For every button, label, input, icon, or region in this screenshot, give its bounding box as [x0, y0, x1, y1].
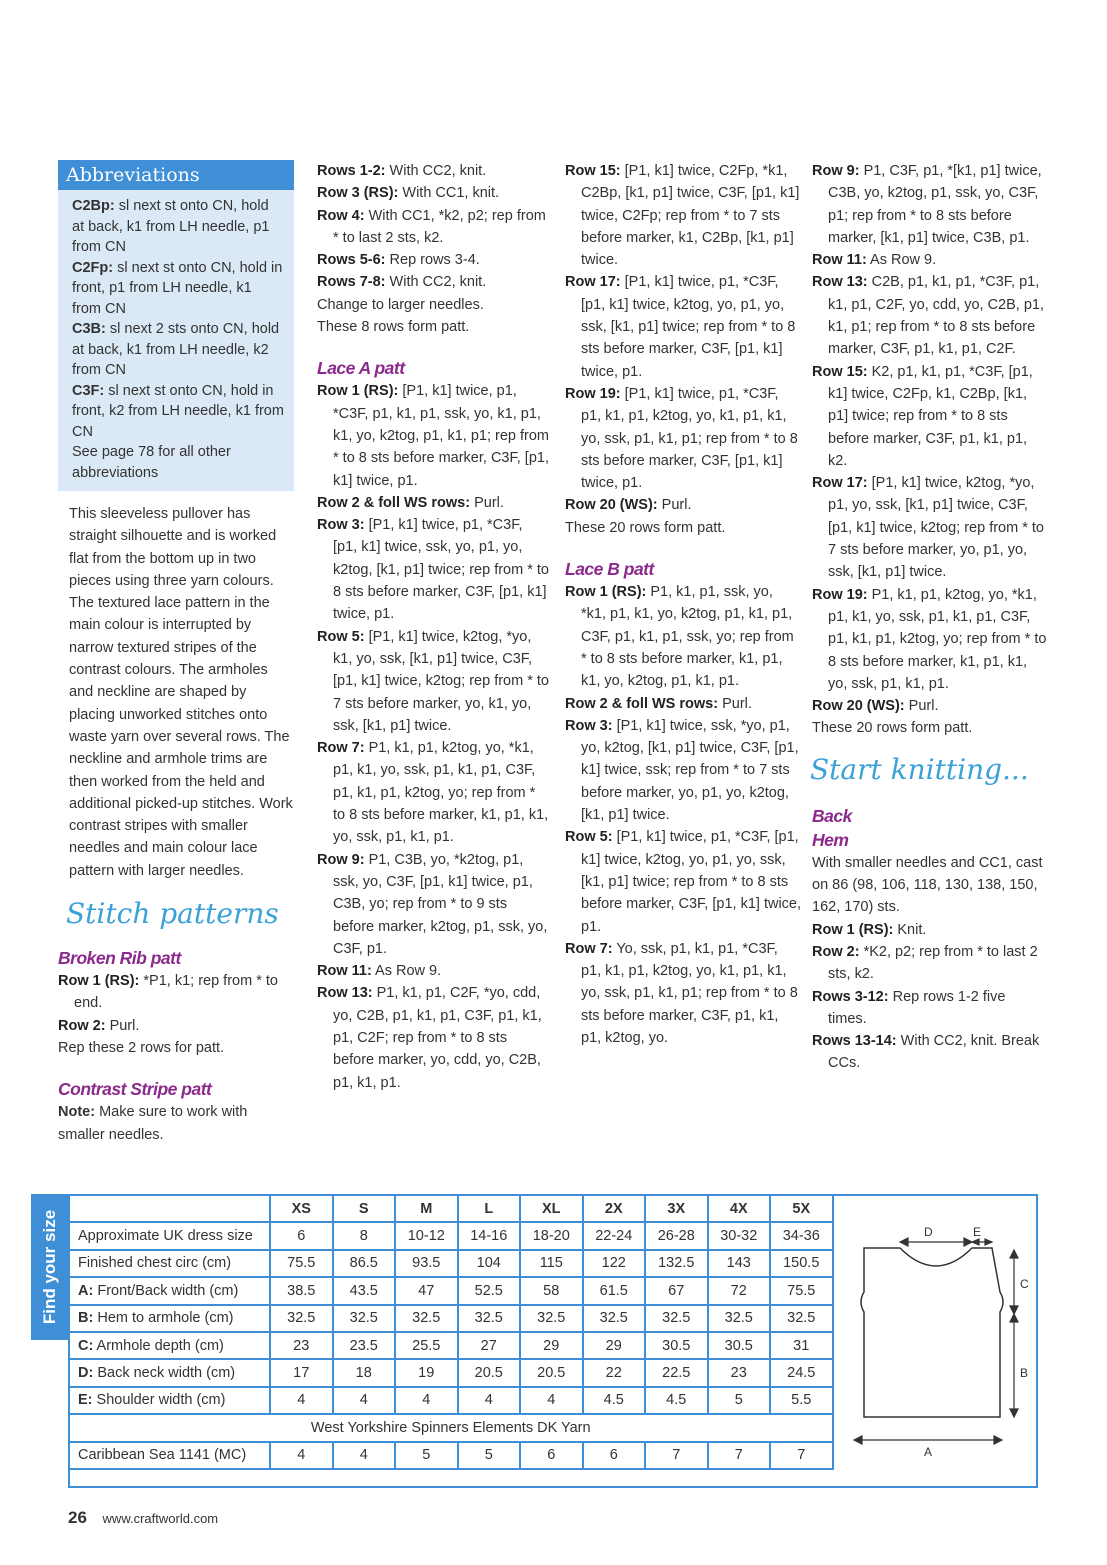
- yarn-cell: 4: [333, 1442, 396, 1469]
- lace-a-rows: [317, 380, 549, 1094]
- size-cell: 30.5: [708, 1332, 771, 1359]
- size-cell: 32.5: [645, 1305, 708, 1332]
- size-cell: 23: [270, 1332, 333, 1359]
- size-cell: 4: [395, 1387, 458, 1414]
- size-cell: 4.5: [583, 1387, 646, 1414]
- size-row-label: Approximate UK dress size: [69, 1222, 270, 1249]
- size-cell: 72: [708, 1277, 771, 1304]
- size-cell: 4.5: [645, 1387, 708, 1414]
- size-header: 4X: [708, 1195, 771, 1222]
- page-number: 26: [68, 1508, 87, 1527]
- size-cell: 4: [333, 1387, 396, 1414]
- yarn-cell: 7: [645, 1442, 708, 1469]
- pattern-row: Row 5: [P1, k1] twice, p1, *C3F, [p1, k1] twice, k2tog, yo, p1, yo, ssk, [k1, p1] twice; rep from * to 8 sts before marker, C3F, [p1, k1] twice, p1.: [565, 829, 802, 935]
- pattern-row: Rows 1-2: With CC2, knit.: [317, 163, 487, 179]
- size-cell: 132.5: [645, 1250, 708, 1277]
- size-cell: 4: [270, 1387, 333, 1414]
- size-row: [69, 1250, 833, 1277]
- size-cell: 32.5: [395, 1305, 458, 1332]
- pattern-row: Change to larger needles.: [317, 296, 484, 313]
- size-cell: 30.5: [645, 1332, 708, 1359]
- size-cell: 23: [708, 1359, 771, 1386]
- broken-rib-rows: [58, 970, 294, 1059]
- pattern-row: These 20 rows form patt.: [565, 519, 726, 536]
- size-row: [69, 1387, 833, 1414]
- pattern-row: Row 17: [P1, k1] twice, k2tog, *yo, p1, yo, ssk, [k1, p1] twice, C3F, [p1, k1] twice, k2tog; rep from * to 7 sts before marker, yo, p1, yo, ssk, [k1, p1] twice.: [812, 475, 1044, 581]
- pattern-row: Row 15: [P1, k1] twice, C2Fp, *k1, C2Bp, [k1, p1] twice, C3F, [p1, k1] twice, C2Fp; rep from * to 7 sts before marker, k1, C2Bp, [k1, p1] twice.: [565, 163, 800, 269]
- size-row: [69, 1222, 833, 1249]
- diagram-label-b: B: [1020, 1366, 1029, 1380]
- pattern-row: Row 19: [P1, k1] twice, p1, *C3F, p1, k1, p1, k2tog, yo, k1, p1, k1, yo, ssk, p1, k1, p1; rep from * to 8 sts before marker, C3F, [p1, k1] twice, p1.: [565, 385, 798, 492]
- pattern-row: Row 1 (RS): P1, k1, p1, ssk, yo, *k1, p1, k1, yo, k2tog, p1, k1, p1, C3F, p1, k1, p1, ssk, yo; rep from * to 8 sts before marker, k1, p1, k1, yo, k2tog, p1, k1, p1.: [565, 584, 794, 690]
- pattern-row: Row 3: [P1, k1] twice, ssk, *yo, p1, yo, k2tog, [k1, p1] twice, C3F, [p1, k1] twice, ssk; rep from * to 7 sts before marker, yo, p1, yo, k2tog, [k1, p1] twice.: [565, 717, 799, 824]
- size-cell: 23.5: [333, 1332, 396, 1359]
- size-cell: 115: [520, 1250, 583, 1277]
- size-header: M: [395, 1195, 458, 1222]
- size-cell: 5.5: [770, 1387, 833, 1414]
- hem-heading: Hem: [812, 829, 849, 850]
- abbreviation-entry: C2Bp: sl next st onto CN, hold at back, k1 from LH needle, p1 from CN: [72, 198, 270, 255]
- yarn-row-label: Caribbean Sea 1141 (MC): [69, 1442, 270, 1469]
- find-your-size-tab: Find your size: [31, 1194, 68, 1340]
- size-header: L: [458, 1195, 521, 1222]
- garment-schematic: [842, 1212, 1032, 1462]
- size-cell: 75.5: [770, 1277, 833, 1304]
- yarn-cell: 5: [395, 1442, 458, 1469]
- pattern-row: Row 4: With CC1, *k2, p2; rep from * to last 2 sts, k2.: [317, 207, 546, 246]
- lace-a-heading: Lace A patt: [317, 358, 405, 379]
- size-cell: 32.5: [458, 1305, 521, 1332]
- size-cell: 32.5: [583, 1305, 646, 1332]
- size-cell: 24.5: [770, 1359, 833, 1386]
- lace-b-rows: [565, 581, 801, 1049]
- size-row-label: Finished chest circ (cm): [69, 1250, 270, 1277]
- pattern-row: Row 11: As Row 9.: [317, 963, 442, 980]
- size-cell: 67: [645, 1277, 708, 1304]
- yarn-row: [69, 1442, 833, 1469]
- size-row-label: C: Armhole depth (cm): [69, 1332, 270, 1359]
- size-cell: 150.5: [770, 1250, 833, 1277]
- pattern-row: Row 17: [P1, k1] twice, p1, *C3F, [p1, k1] twice, k2tog, yo, p1, yo, ssk, [k1, p1] twice; rep from * to 8 sts before marker, C3F, [p1, k1] twice, p1.: [565, 274, 796, 380]
- pattern-row: Row 13: P1, k1, p1, C2F, *yo, cdd, yo, C2B, p1, k1, p1, C3F, p1, k1, p1, C2F; rep from * to 8 sts before marker, yo, cdd, yo, C2B, p1, k1, p1.: [317, 985, 542, 1091]
- size-cell: 19: [395, 1359, 458, 1386]
- size-cell: 43.5: [333, 1277, 396, 1304]
- pattern-row: Row 13: C2B, p1, k1, p1, *C3F, p1, k1, p1, C2F, yo, cdd, yo, C2B, p1, k1, p1; rep from * to 8 sts before marker, C3F, p1, k1, p1, C2F.: [812, 274, 1044, 358]
- lace-a-rows-continued: [565, 160, 801, 539]
- size-cell: 26-28: [645, 1222, 708, 1249]
- pattern-row: Row 2 & foll WS rows: Purl.: [565, 695, 752, 712]
- size-row: [69, 1305, 833, 1332]
- abbreviation-entry: C2Fp: sl next st onto CN, hold in front, p1 from LH needle, k1 from CN: [72, 259, 283, 317]
- column-3: [565, 160, 801, 1049]
- pattern-row: Rows 13-14: With CC2, knit. Break CCs.: [812, 1033, 1040, 1072]
- size-cell: 20.5: [458, 1359, 521, 1386]
- size-cell: 61.5: [583, 1277, 646, 1304]
- diagram-label-e: E: [973, 1225, 982, 1239]
- size-cell: 38.5: [270, 1277, 333, 1304]
- size-cell: 14-16: [458, 1222, 521, 1249]
- diagram-label-a: A: [924, 1445, 933, 1459]
- pattern-row: Row 5: [P1, k1] twice, k2tog, *yo, k1, yo, ssk, [k1, p1] twice, C3F, [p1, k1] twice, k2tog; rep from * to 7 sts before marker, yo, k1, yo, ssk, [k1, p1] twice.: [317, 628, 549, 734]
- size-cell: 27: [458, 1332, 521, 1359]
- size-cell: 93.5: [395, 1250, 458, 1277]
- yarn-cell: 6: [583, 1442, 646, 1469]
- yarn-cell: 5: [458, 1442, 521, 1469]
- size-table: [68, 1194, 834, 1470]
- size-cell: 18-20: [520, 1222, 583, 1249]
- yarn-cell: 7: [770, 1442, 833, 1469]
- size-cell: 22.5: [645, 1359, 708, 1386]
- size-cell: 104: [458, 1250, 521, 1277]
- back-heading: Back: [812, 805, 852, 826]
- pattern-row: Row 1 (RS): Knit.: [812, 921, 927, 938]
- yarn-header: West Yorkshire Spinners Elements DK Yarn: [69, 1414, 833, 1441]
- size-cell: 30-32: [708, 1222, 771, 1249]
- size-cell: 6: [270, 1222, 333, 1249]
- yarn-cell: 4: [270, 1442, 333, 1469]
- size-row-label: D: Back neck width (cm): [69, 1359, 270, 1386]
- pattern-row: Row 7: P1, k1, p1, k2tog, yo, *k1, p1, k1, yo, ssk, p1, k1, p1, C3F, p1, k1, p1, k2tog, yo; rep from * to 8 sts before marker, k1, p1, k1, yo, ssk, p1, k1, p1.: [317, 740, 549, 846]
- size-cell: 4: [458, 1387, 521, 1414]
- pattern-row: Row 11: As Row 9.: [812, 252, 937, 269]
- broken-rib-heading: Broken Rib patt: [58, 948, 181, 969]
- pattern-row: These 8 rows form patt.: [317, 319, 470, 336]
- size-cell: 17: [270, 1359, 333, 1386]
- yarn-cell: 6: [520, 1442, 583, 1469]
- lace-b-heading: Lace B patt: [565, 559, 654, 580]
- footer-url: www.craftworld.com: [102, 1511, 219, 1526]
- size-header: 2X: [583, 1195, 646, 1222]
- contrast-stripe-rows: [317, 160, 549, 338]
- pattern-row: Rows 7-8: With CC2, knit.: [317, 274, 487, 291]
- size-cell: 32.5: [708, 1305, 771, 1332]
- yarn-header-row: [69, 1414, 833, 1441]
- pattern-row: Row 20 (WS): Purl.: [812, 698, 939, 715]
- pattern-row: Row 15: K2, p1, k1, p1, *C3F, [p1, k1] twice, C2Fp, k1, C2Bp, [k1, p1] twice; rep from * to 8 sts before marker, C3F, p1, k1, p1, k2.: [812, 363, 1033, 469]
- pattern-row: Row 1 (RS): [P1, k1] twice, p1, *C3F, p1, k1, p1, ssk, yo, k1, p1, k1, yo, k2tog, p1, k1, p1; rep from * to 8 sts before marker, C3F, [p1, k1] twice, p1.: [317, 383, 549, 489]
- pattern-row: These 20 rows form patt.: [812, 720, 973, 737]
- size-cell: 5: [708, 1387, 771, 1414]
- pattern-row: Row 3: [P1, k1] twice, p1, *C3F, [p1, k1] twice, ssk, yo, p1, yo, k2tog, [k1, p1] twice; rep from * to 8 sts before marker, C3F, [p1, k1] twice, p1.: [317, 517, 549, 623]
- size-cell: 4: [520, 1387, 583, 1414]
- size-cell: 20.5: [520, 1359, 583, 1386]
- back-intro: With smaller needles and CC1, cast on 86 (98, 106, 118, 130, 138, 150, 162, 170) sts.: [812, 854, 1043, 916]
- abbreviations-list: [58, 190, 294, 483]
- pattern-row: Row 9: P1, C3B, yo, *k2tog, p1, ssk, yo, C3F, [p1, k1] twice, p1, C3B, yo; rep from * to 9 sts before marker, k2tog, p1, ssk, yo, C3F, p1.: [317, 851, 548, 957]
- column-4: [812, 160, 1048, 1075]
- pattern-row: Row 9: P1, C3F, p1, *[k1, p1] twice, C3B, yo, k2tog, p1, ssk, yo, C3F, p1; rep from * to 8 sts before marker, [k1, p1] twice, C3B, p1.: [812, 163, 1042, 246]
- size-cell: 32.5: [520, 1305, 583, 1332]
- yarn-cell: 7: [708, 1442, 771, 1469]
- size-cell: 122: [583, 1250, 646, 1277]
- size-cell: 25.5: [395, 1332, 458, 1359]
- pattern-row: Rows 5-6: Rep rows 3-4.: [317, 252, 480, 269]
- intro-paragraph: This sleeveless pullover has straight silhouette and is worked flat from the bottom up in two pieces using three yarn colours. The textured lace pattern in the main colour is interrupted by narrow textured stripes of the contrast colours. The armholes and neckline are shaped by placing unworked stitches onto waste yarn over several rows. The neckline and armhole trims are then worked from the held and additional picked-up stitches. Work contrast stripes with smaller needles and main colour lace pattern with larger needles.: [69, 506, 293, 879]
- abbreviation-note: See page 78 for all other abbreviations: [72, 444, 231, 481]
- pattern-row: Row 20 (WS): Purl.: [565, 497, 692, 514]
- size-cell: 22: [583, 1359, 646, 1386]
- lace-b-rows-continued: [812, 160, 1048, 740]
- size-cell: 32.5: [270, 1305, 333, 1332]
- size-cell: 29: [583, 1332, 646, 1359]
- size-header: XL: [520, 1195, 583, 1222]
- size-cell: 75.5: [270, 1250, 333, 1277]
- size-header: XS: [270, 1195, 333, 1222]
- size-row: [69, 1359, 833, 1386]
- size-header-row: [69, 1195, 833, 1222]
- abbreviation-entry: C3B: sl next 2 sts onto CN, hold at back, k1 from LH needle, k2 from CN: [72, 321, 280, 378]
- back-rows: [812, 919, 1048, 1075]
- column-2: [317, 160, 549, 1094]
- start-knitting-heading: Start knitting...: [810, 752, 1029, 786]
- pattern-row: Rep these 2 rows for patt.: [58, 1039, 225, 1056]
- footer: [68, 1508, 218, 1528]
- diagram-label-c: C: [1020, 1277, 1029, 1291]
- size-cell: 52.5: [458, 1277, 521, 1304]
- abbreviation-entry: C3F: sl next st onto CN, hold in front, k2 from LH needle, k1 from CN: [72, 382, 284, 440]
- size-cell: 32.5: [770, 1305, 833, 1332]
- abbreviations-heading: Abbreviations: [58, 160, 294, 190]
- size-row: [69, 1332, 833, 1359]
- size-row-label: B: Hem to armhole (cm): [69, 1305, 270, 1332]
- abbreviations-box: [58, 160, 294, 491]
- size-cell: 86.5: [333, 1250, 396, 1277]
- size-cell: 34-36: [770, 1222, 833, 1249]
- size-cell: 58: [520, 1277, 583, 1304]
- pattern-row: Row 3 (RS): With CC1, knit.: [317, 185, 500, 202]
- column-1: [58, 160, 294, 1146]
- size-cell: 10-12: [395, 1222, 458, 1249]
- size-cell: 8: [333, 1222, 396, 1249]
- size-cell: 143: [708, 1250, 771, 1277]
- size-header: 5X: [770, 1195, 833, 1222]
- size-cell: 22-24: [583, 1222, 646, 1249]
- size-cell: 32.5: [333, 1305, 396, 1332]
- pattern-row: Row 2: Purl.: [58, 1017, 140, 1034]
- pattern-row: Row 7: Yo, ssk, p1, k1, p1, *C3F, p1, k1, p1, k2tog, yo, k1, p1, k1, yo, ssk, p1, k1, p1; rep from * to 8 sts before marker, C3F, p1, k1, p1, k2tog, yo.: [565, 940, 798, 1046]
- pattern-row: Row 19: P1, k1, p1, k2tog, yo, *k1, p1, k1, yo, ssk, p1, k1, p1, C3F, p1, k1, p1, k2tog, yo; rep from * to 8 sts before marker, k1, p1, k1, yo, ssk, p1, k1, p1.: [812, 586, 1047, 692]
- contrast-stripe-note: Note: Make sure to work with smaller needles.: [58, 1104, 248, 1143]
- diagram-label-d: D: [924, 1225, 933, 1239]
- stitch-patterns-heading: Stitch patterns: [66, 897, 279, 931]
- size-row-label: A: Front/Back width (cm): [69, 1277, 270, 1304]
- size-header: S: [333, 1195, 396, 1222]
- size-cell: 18: [333, 1359, 396, 1386]
- size-row: [69, 1277, 833, 1304]
- pattern-row: Row 2 & foll WS rows: Purl.: [317, 494, 504, 511]
- contrast-stripe-heading: Contrast Stripe patt: [58, 1079, 212, 1100]
- pattern-row: Row 2: *K2, p2; rep from * to last 2 sts, k2.: [812, 943, 1038, 983]
- size-header: 3X: [645, 1195, 708, 1222]
- size-row-label: E: Shoulder width (cm): [69, 1387, 270, 1414]
- size-cell: 31: [770, 1332, 833, 1359]
- pattern-row: Row 1 (RS): *P1, k1; rep from * to end.: [58, 973, 278, 1012]
- size-cell: 47: [395, 1277, 458, 1304]
- pattern-row: Rows 3-12: Rep rows 1-2 five times.: [812, 988, 1006, 1027]
- size-cell: 29: [520, 1332, 583, 1359]
- size-table-body: [69, 1222, 833, 1469]
